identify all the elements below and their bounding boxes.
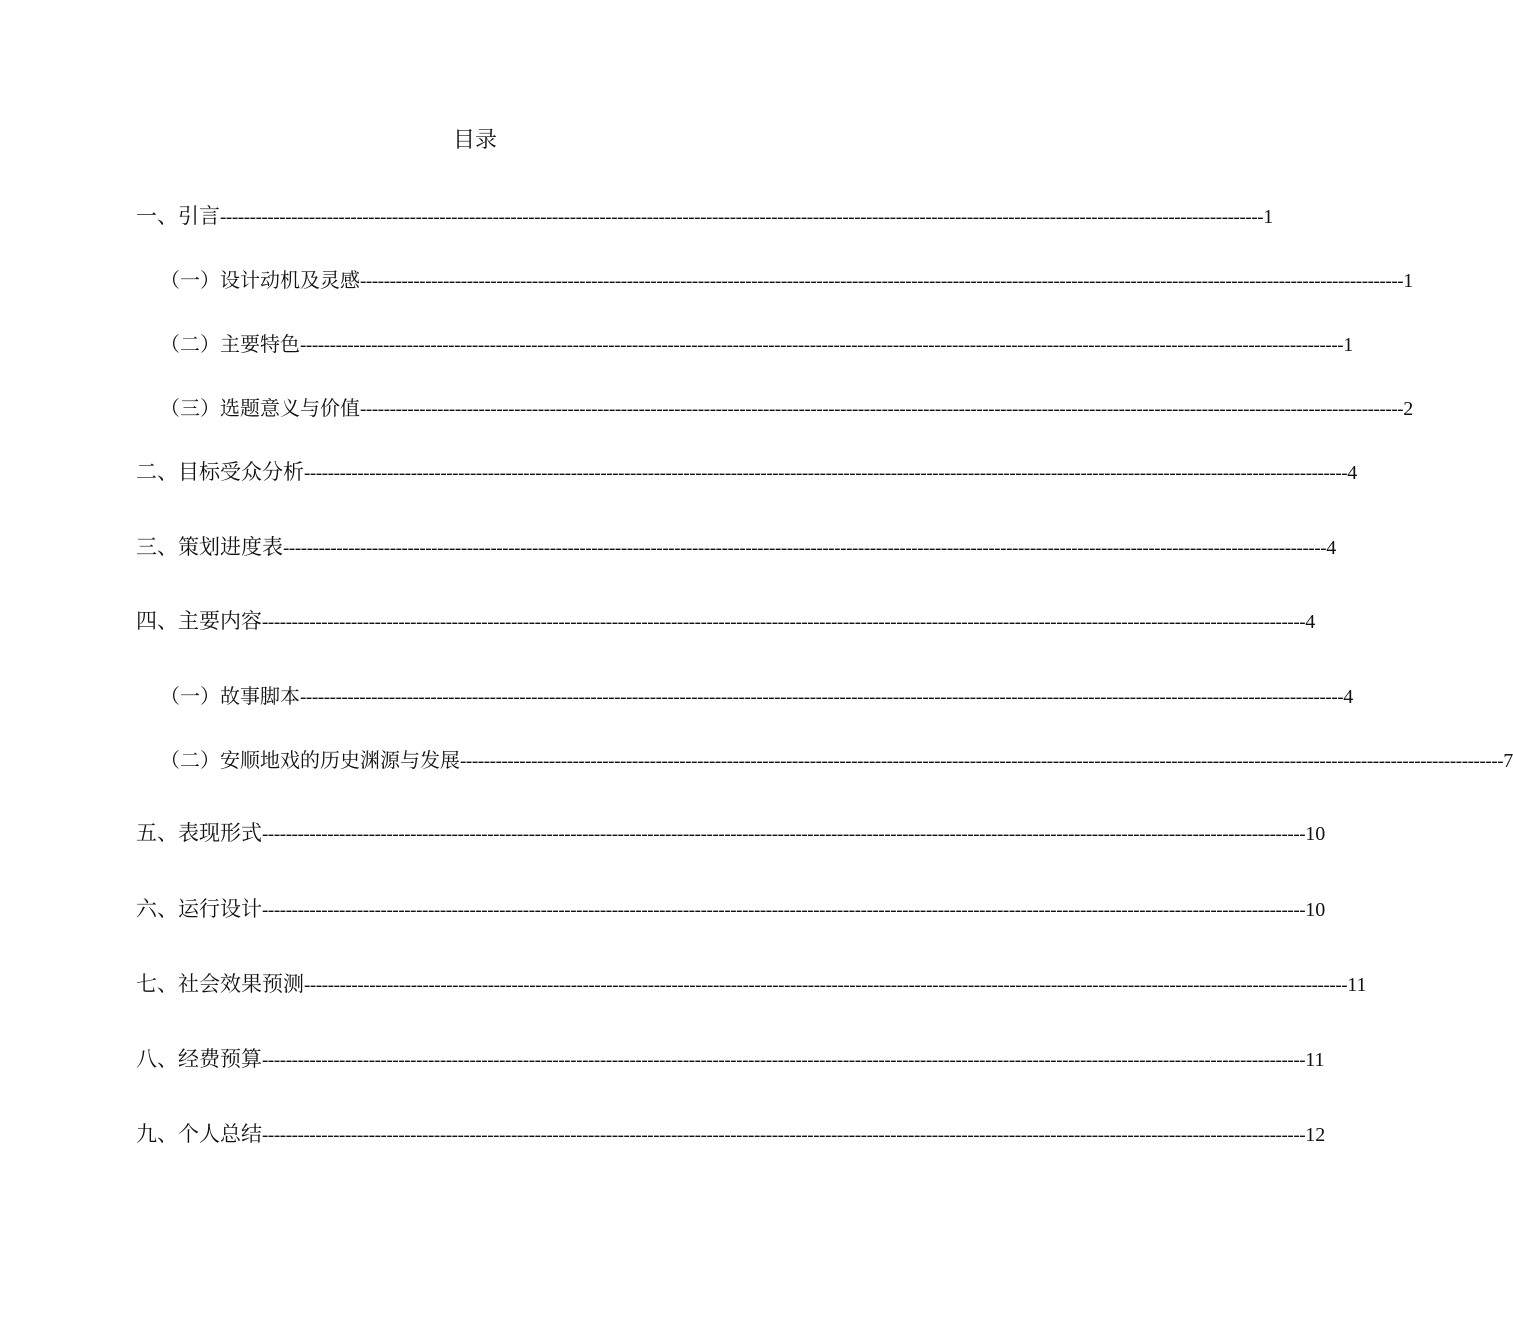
toc-entry-audience[interactable] (136, 457, 1358, 489)
toc-page-number: 1 (1343, 334, 1354, 356)
toc-page-number: 4 (1326, 537, 1337, 559)
toc-entry-label: 三、策划进度表 (136, 535, 283, 559)
toc-page-number: 7 (1503, 750, 1513, 772)
toc-page-number: 10 (1305, 899, 1326, 921)
page-title: 目录 (452, 128, 497, 153)
toc-leader: -------------------------------------------------------------------------------------------------------------------------------------------------------------------------------- (262, 1125, 1306, 1146)
toc-entry-history[interactable] (160, 745, 1513, 777)
toc-entry-label: （二）安顺地戏的历史渊源与发展 (160, 748, 460, 772)
toc-entry-label: 二、目标受众分析 (136, 460, 304, 484)
toc-leader: -------------------------------------------------------------------------------------------------------------------------------------------------------------------------------- (262, 1050, 1306, 1071)
toc-entry-label: 四、主要内容 (136, 609, 262, 633)
toc-entry-label: （三）选题意义与价值 (160, 396, 360, 420)
toc-entry-summary[interactable] (136, 1119, 1326, 1151)
toc-entry-motivation[interactable] (160, 265, 1414, 297)
toc-entry-label: （一）故事脚本 (160, 684, 300, 708)
toc-entry-label: 七、社会效果预测 (136, 972, 304, 996)
toc-leader: -------------------------------------------------------------------------------------------------------------------------------------------------------------------------------- (262, 612, 1306, 633)
toc-leader: -------------------------------------------------------------------------------------------------------------------------------------------------------------------------------- (360, 399, 1404, 420)
toc-leader: -------------------------------------------------------------------------------------------------------------------------------------------------------------------------------- (220, 207, 1264, 228)
toc-page-number: 4 (1305, 611, 1316, 633)
toc-entry-label: 一、引言 (136, 204, 220, 228)
toc-leader: -------------------------------------------------------------------------------------------------------------------------------------------------------------------------------- (360, 271, 1404, 292)
toc-entry-features[interactable] (160, 329, 1354, 361)
toc-page-number: 1 (1403, 270, 1414, 292)
toc-leader: -------------------------------------------------------------------------------------------------------------------------------------------------------------------------------- (304, 975, 1348, 996)
toc-leader: -------------------------------------------------------------------------------------------------------------------------------------------------------------------------------- (460, 751, 1504, 772)
toc-entry-label: 六、运行设计 (136, 897, 262, 921)
toc-entry-social-effect[interactable] (136, 969, 1367, 1001)
toc-page-number: 11 (1305, 1049, 1325, 1071)
toc-entry-label: 九、个人总结 (136, 1122, 262, 1146)
toc-page-number: 4 (1343, 686, 1354, 708)
toc-leader: -------------------------------------------------------------------------------------------------------------------------------------------------------------------------------- (262, 900, 1306, 921)
toc-entry-intro[interactable] (136, 201, 1274, 233)
toc-entry-budget[interactable] (136, 1044, 1325, 1076)
toc-page-number: 12 (1305, 1124, 1326, 1146)
toc-entry-schedule[interactable] (136, 532, 1337, 564)
toc-page-number: 1 (1263, 206, 1274, 228)
toc-page-number: 2 (1403, 398, 1414, 420)
toc-entry-operation[interactable] (136, 894, 1326, 926)
toc-entry-label: 八、经费预算 (136, 1047, 262, 1071)
toc-leader: -------------------------------------------------------------------------------------------------------------------------------------------------------------------------------- (300, 687, 1344, 708)
table-of-contents (136, 0, 1513, 1344)
toc-page-number: 4 (1347, 462, 1358, 484)
toc-entry-significance[interactable] (160, 393, 1414, 425)
toc-page-number: 11 (1347, 974, 1367, 996)
toc-leader: -------------------------------------------------------------------------------------------------------------------------------------------------------------------------------- (262, 824, 1306, 845)
toc-entry-script[interactable] (160, 681, 1354, 713)
toc-entry-presentation[interactable] (136, 818, 1326, 850)
toc-leader: -------------------------------------------------------------------------------------------------------------------------------------------------------------------------------- (283, 538, 1327, 559)
toc-entry-label: 五、表现形式 (136, 821, 262, 845)
toc-page-number: 10 (1305, 823, 1326, 845)
toc-leader: -------------------------------------------------------------------------------------------------------------------------------------------------------------------------------- (304, 463, 1348, 484)
toc-entry-label: （一）设计动机及灵感 (160, 268, 360, 292)
toc-entry-label: （二）主要特色 (160, 332, 300, 356)
toc-leader: -------------------------------------------------------------------------------------------------------------------------------------------------------------------------------- (300, 335, 1344, 356)
toc-entry-content[interactable] (136, 606, 1316, 638)
